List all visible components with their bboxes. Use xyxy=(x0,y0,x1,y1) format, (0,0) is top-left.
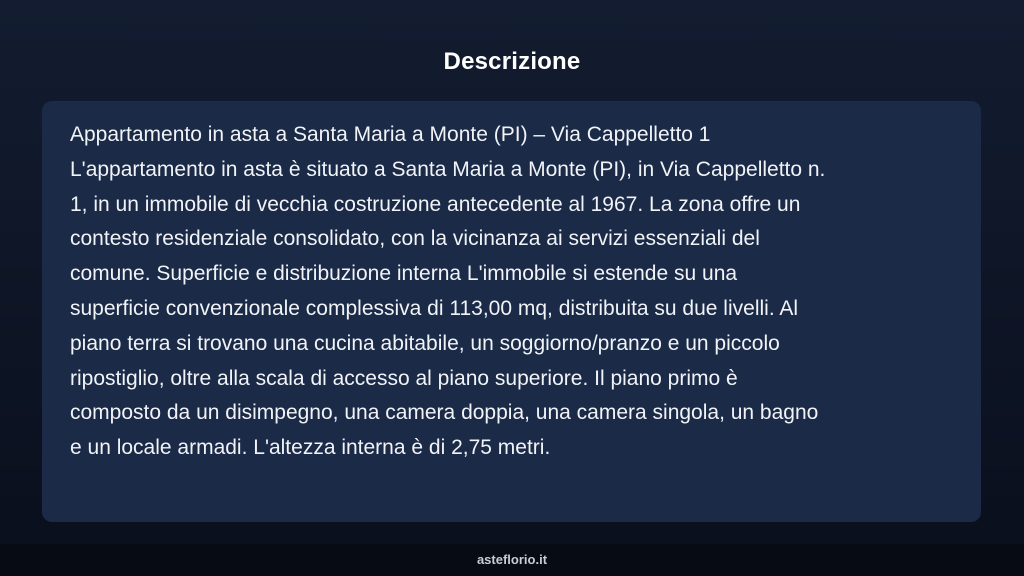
page-title: Descrizione xyxy=(443,48,581,75)
site-footer: asteflorio.it xyxy=(0,544,1024,576)
description-text: Appartamento in asta a Santa Maria a Monte (PI) – Via Cappelletto 1 L'appartamento in asta è situato a Santa Maria a Monte (PI), in Via Cappelletto n. 1, in un immobile di vecchia costruzione antecedente al 1967. La zona offre un contesto residenziale consolidato, con la vicinanza ai servizi essenziali del comune. Superficie e distribuzione interna L'immobile si estende su una superficie convenzionale complessiva di 113,00 mq, distribuita su due livelli. Al piano terra si trovano una cucina abitabile, un soggiorno/pranzo e un piccolo ripostiglio, oltre alla scala di accesso al piano superiore. Il piano primo è composto da un disimpegno, una camera doppia, una camera singola, un bagno e un locale armadi. L'altezza interna è di 2,75 metri. xyxy=(70,123,826,460)
description-card xyxy=(42,101,981,522)
